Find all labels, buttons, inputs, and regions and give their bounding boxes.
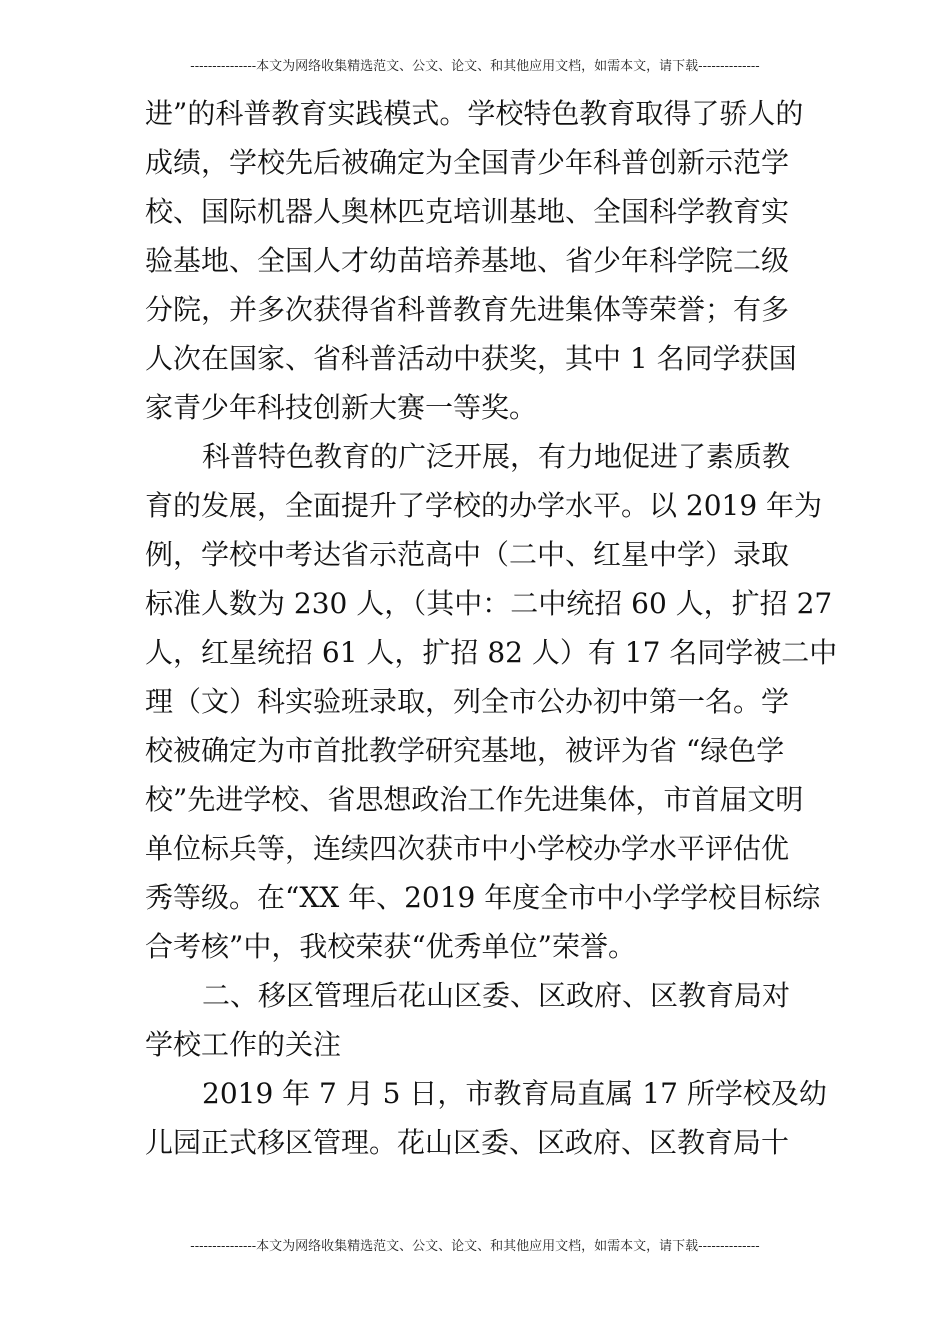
header-note: ---------------本文为网络收集精选范文、公文、论文、和其他应用文档，如需本文，请下载-------------- [190, 59, 760, 74]
body-line: 单位标兵等，连续四次获市中小学校办学水平评估优 [145, 832, 790, 865]
body-line: 分院，并多次获得省科普教育先进集体等荣誉；有多 [145, 293, 790, 326]
body-line: 校被确定为市首批教学研究基地，被评为省 “绿色学 [145, 734, 785, 767]
body-line: 合考核”中，我校荣获“优秀单位”荣誉。 [145, 930, 636, 963]
section-heading-line: 二、移区管理后花山区委、区政府、区教育局对 [202, 979, 791, 1012]
body-line: 人次在国家、省科普活动中获奖，其中 1 名同学获国 [145, 342, 797, 375]
body-line: 育的发展，全面提升了学校的办学水平。以 2019 年为 [145, 489, 823, 522]
body-line: 理（文）科实验班录取，列全市公办初中第一名。学 [145, 685, 790, 718]
body-line: 家青少年科技创新大赛一等奖。 [145, 391, 538, 424]
body-line: 校、国际机器人奥林匹克培训基地、全国科学教育实 [145, 195, 790, 228]
paragraph-first-line: 2019 年 7 月 5 日，市教育局直属 17 所学校及幼 [202, 1077, 827, 1110]
section-heading-line: 学校工作的关注 [145, 1028, 342, 1061]
body-line: 成绩，学校先后被确定为全国青少年科普创新示范学 [145, 146, 790, 179]
body-line: 秀等级。在“XX 年、2019 年度全市中小学学校目标综 [145, 881, 821, 914]
paragraph-first-line: 科普特色教育的广泛开展，有力地促进了素质教 [202, 440, 791, 473]
body-line: 校”先进学校、省思想政治工作先进集体，市首届文明 [145, 783, 804, 816]
body-line: 进”的科普教育实践模式。学校特色教育取得了骄人的 [145, 97, 804, 130]
body-line: 人，红星统招 61 人，扩招 82 人）有 17 名同学被二中 [145, 636, 838, 669]
document-body [145, 89, 838, 1167]
footer-note: ---------------本文为网络收集精选范文、公文、论文、和其他应用文档，如需本文，请下载-------------- [190, 1239, 760, 1254]
body-line: 例，学校中考达省示范高中（二中、红星中学）录取 [145, 538, 790, 571]
body-line: 标准人数为 230 人，（其中：二中统招 60 人，扩招 27 [145, 587, 833, 620]
body-line: 儿园正式移区管理。花山区委、区政府、区教育局十 [145, 1126, 790, 1159]
body-line: 验基地、全国人才幼苗培养基地、省少年科学院二级 [145, 244, 790, 277]
